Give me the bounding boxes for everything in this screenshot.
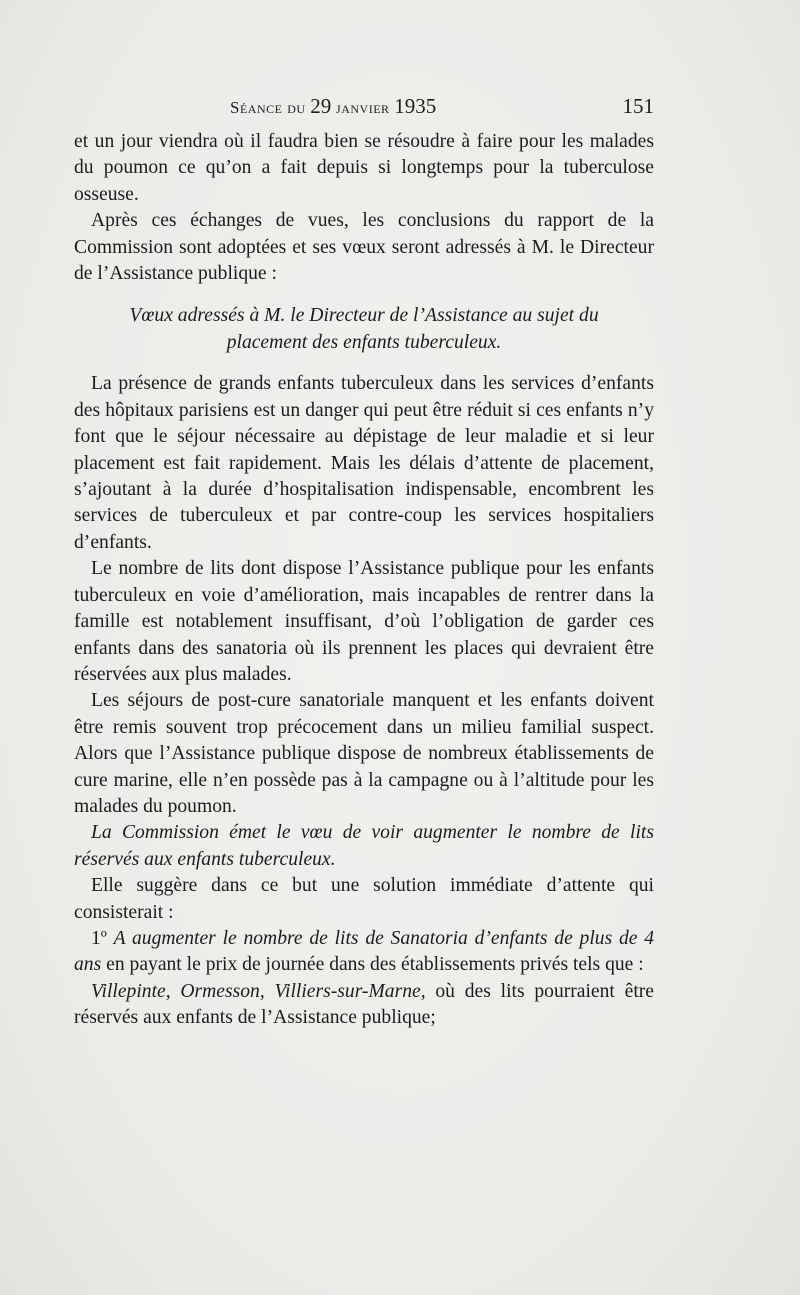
paragraph-7: Elle suggère dans ce but une solution immédiate d’attente qui consisterait :	[74, 875, 654, 923]
paragraph-9-rest: où des lits pourraient être réservés aux enfants de l’Assistance publique;	[74, 980, 655, 1029]
paragraph-9	[74, 979, 654, 1032]
paragraph-8-italic: A augmenter le nombre de lits de Sanatoria d’enfants de plus de 4 ans	[74, 927, 655, 976]
paragraph-3: La présence de grands enfants tuberculeux dans les services d’enfants des hôpitaux parisiens est un danger qui peut être réduit si ces enfants n’y font que le séjour nécessaire au dépistage de leur maladie et si leur placement est fait rapidement. Mais les délais d’attente de placement, s’ajoutant à la durée d’hospitalisation indispensable, encombrent les services de tuberculeux et par contre-coup les services hospitaliers d’enfants.	[74, 373, 654, 553]
paragraph-4: Le nombre de lits dont dispose l’Assistance publique pour les enfants tuberculeux en voie d’amélioration, mais incapables de rentrer dans la famille est notablement insuffisant, d’où l’obligation de garder ces enfants dans des sanatoria où ils prennent les places qui devraient être réservées aux plus malades.	[74, 558, 654, 685]
page-number: 151	[622, 94, 654, 118]
paragraph-8-rest: en payant le prix de journée dans des établissements privés tels que :	[101, 954, 644, 976]
paragraph-8	[74, 926, 654, 979]
section-heading	[74, 302, 654, 356]
paragraph-2: Après ces échanges de vues, les conclusions du rapport de la Commission sont adoptées et ses vœux seront adressés à M. le Directeur de l’Assistance publique :	[74, 210, 654, 285]
body-text	[74, 129, 654, 1032]
page-header	[74, 94, 654, 124]
running-head-year: 1935	[394, 94, 437, 118]
section-heading-line-2: placement des enfants tuberculeux.	[226, 332, 502, 354]
running-head	[230, 94, 436, 119]
paragraph-5: Les séjours de post-cure sanatoriale manquent et les enfants doivent être remis souvent trop précocement dans un milieu familial suspect. Alors que l’Assistance publique dispose de nombreux établissements de cure marine, elle n’en possède pas à la campagne ou à l’altitude pour les malades du poumon.	[74, 690, 654, 817]
list-number: 1º	[91, 927, 114, 949]
section-heading-line-1: Vœux adressés à M. le Directeur de l’Assistance au sujet du	[129, 305, 599, 327]
running-head-day: 29	[310, 94, 332, 118]
paragraph-9-italic: Villepinte, Ormesson, Villiers-sur-Marne,	[91, 980, 426, 1002]
paragraph-1: et un jour viendra où il faudra bien se résoudre à faire pour les malades du poumon ce qu’on a fait depuis si longtemps pour la tuberculose osseuse.	[74, 131, 654, 205]
paragraph-6: La Commission émet le vœu de voir augmenter le nombre de lits réservés aux enfants tuberculeux.	[74, 822, 654, 870]
running-head-pre: Séance du	[230, 98, 311, 117]
running-head-month: janvier	[331, 98, 395, 117]
